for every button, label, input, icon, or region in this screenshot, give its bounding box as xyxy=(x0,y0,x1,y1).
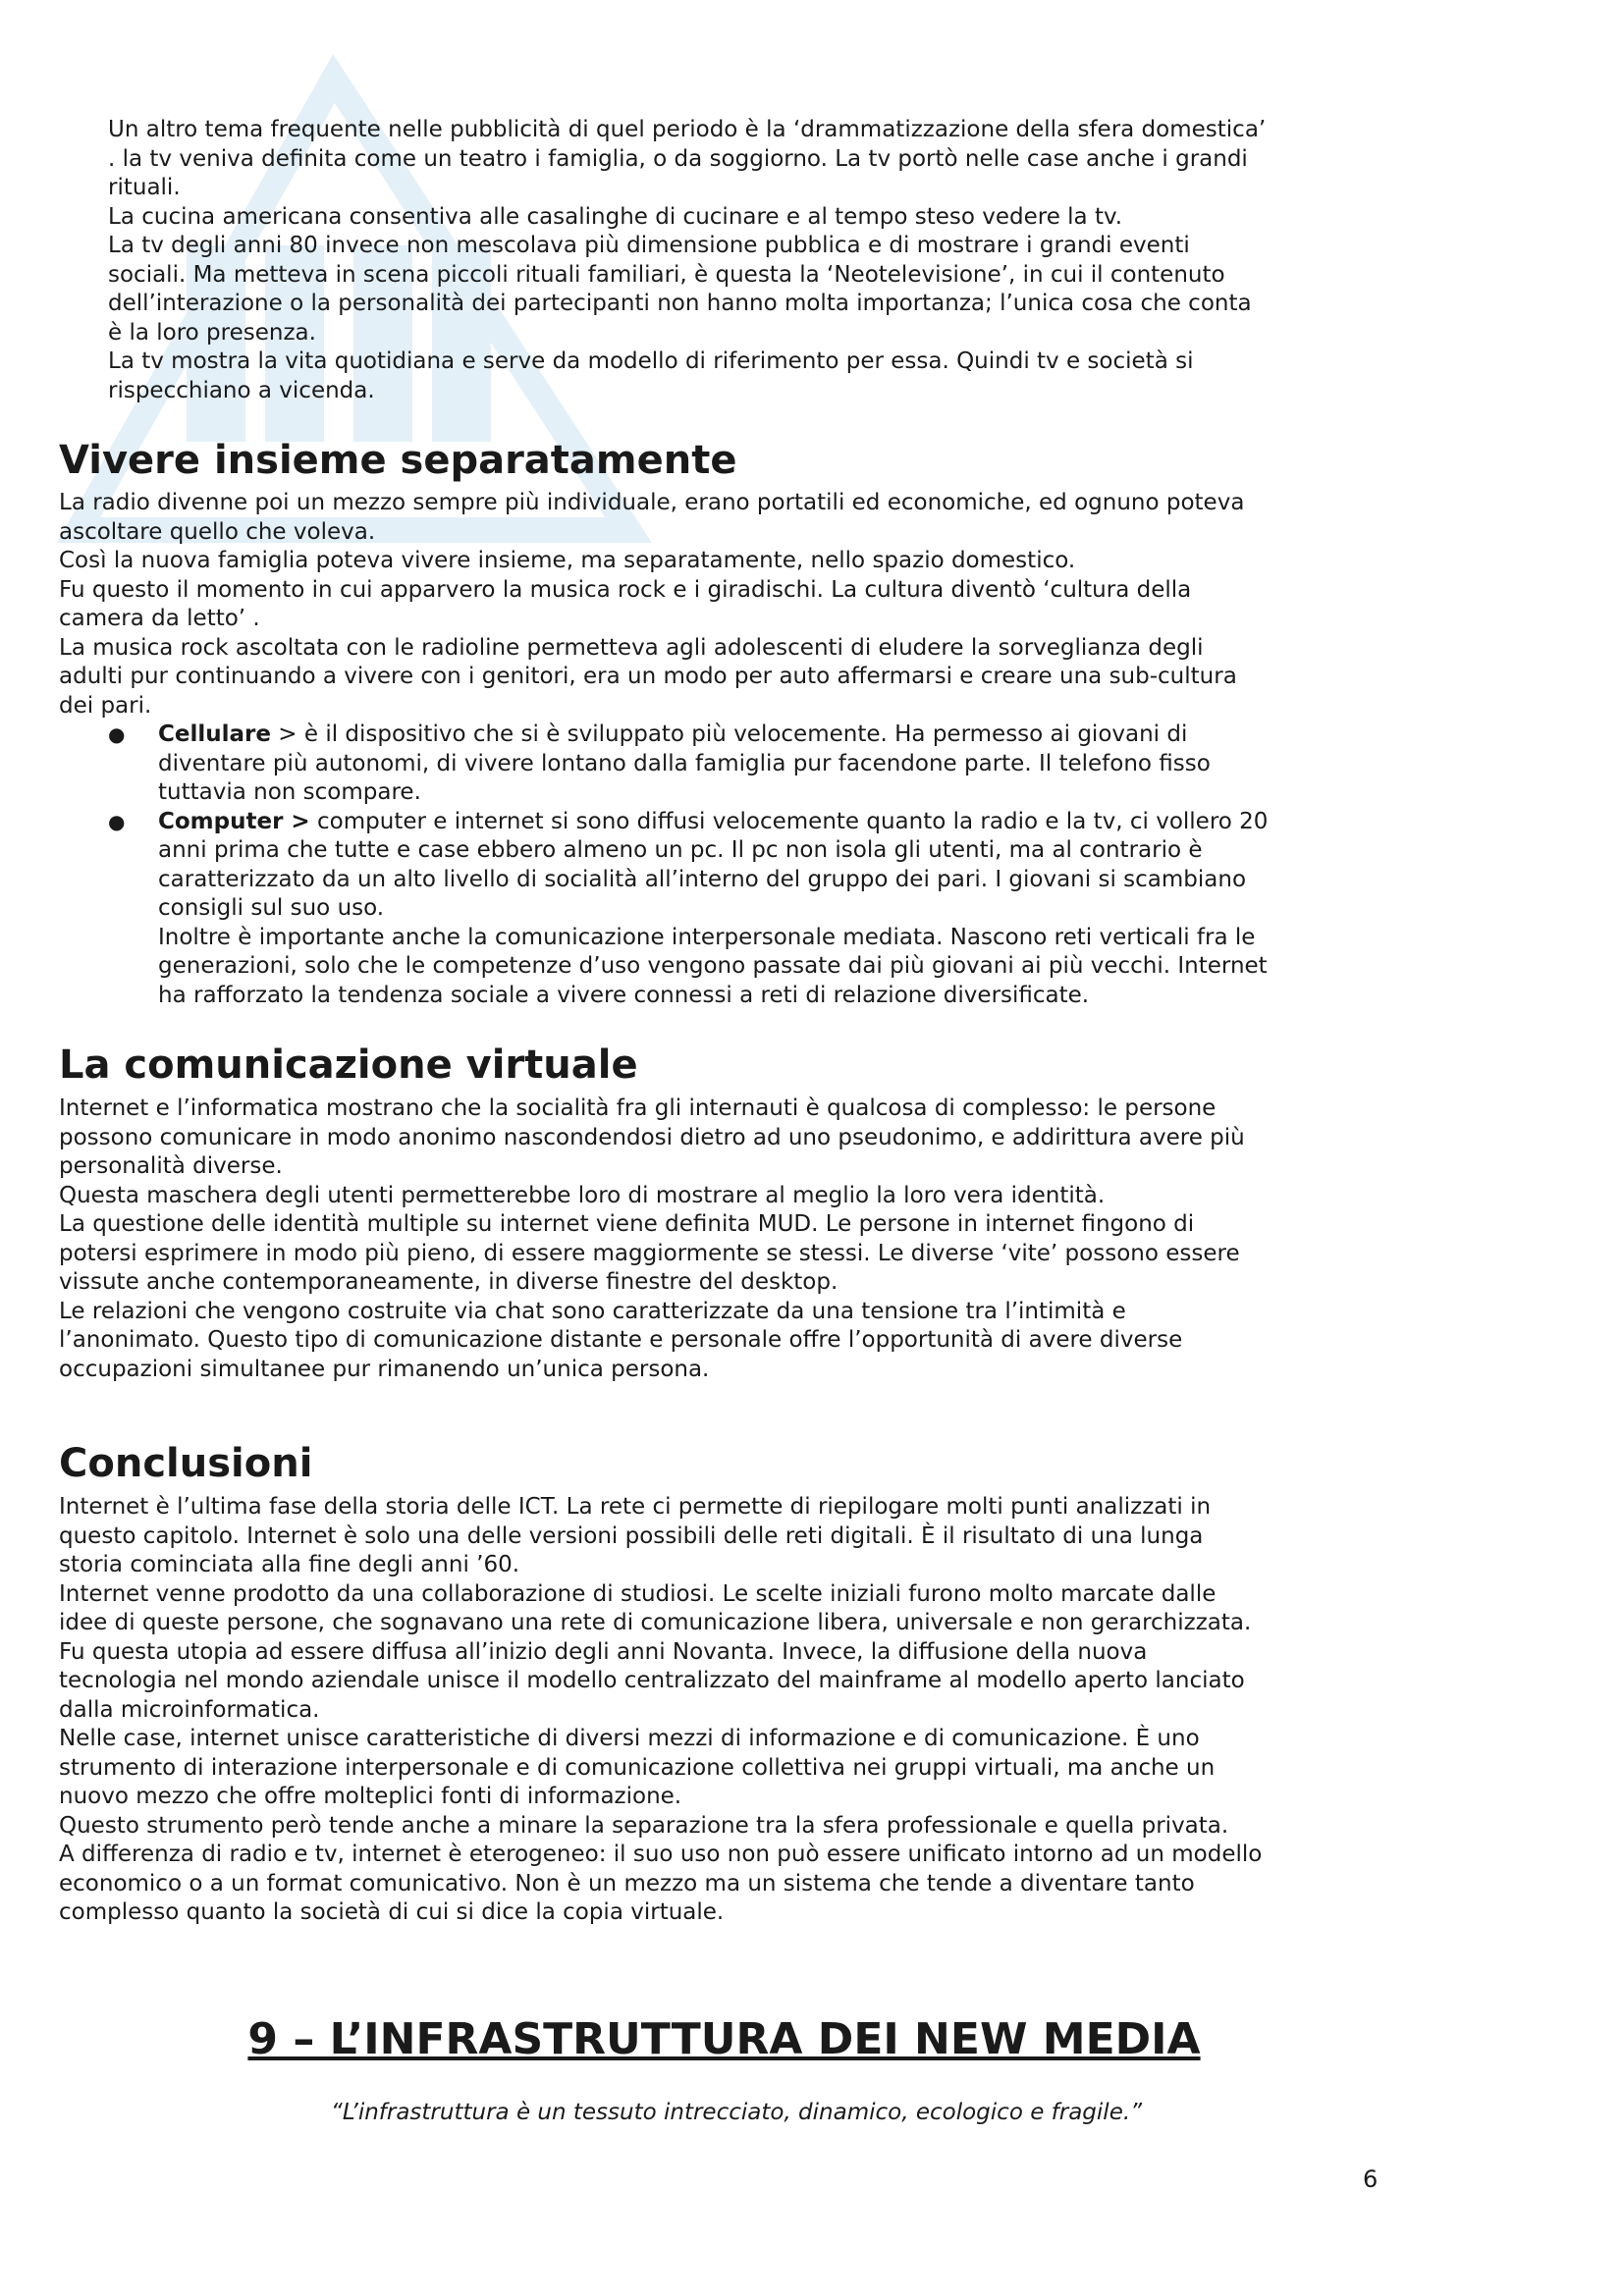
conclusioni-line: nuovo mezzo che offre molteplici fonti di informazione. xyxy=(59,1784,682,1809)
chapter-quote: “L’infrastruttura è un tessuto intrecciato, dinamico, ecologico e fragile.” xyxy=(330,2100,1143,2125)
device-bullet-list xyxy=(59,721,1404,1010)
virtual-line: possono comunicare in modo anonimo nascondendosi dietro ad uno pseudonimo, e addirittura avere più xyxy=(59,1124,1245,1150)
bullet-dot-icon: ● xyxy=(108,809,126,833)
intro-line: sociali. Ma metteva in scena piccoli rituali familiari, è questa la ‘Neotelevisione’, in cui il contenuto xyxy=(108,261,1225,288)
chapter-title: 9 – L’INFRASTRUTTURA DEI NEW MEDIA xyxy=(247,2014,1201,2064)
conclusioni-line: Internet è l’ultima fase della storia delle ICT. La rete ci permette di riepilogare molti punti analizzati in xyxy=(59,1494,1212,1520)
intro-line: rispecchiano a vicenda. xyxy=(108,377,375,403)
page-number: 6 xyxy=(1363,2165,1379,2193)
conclusioni-line: Internet venne prodotto da una collaborazione di studiosi. Le scelte iniziali furono molto marcate dalle xyxy=(59,1580,1217,1607)
bullet-lead: Computer > xyxy=(158,808,310,834)
vivere-line: La radio divenne poi un mezzo sempre più individuale, erano portatili ed economiche, ed ognuno poteva xyxy=(59,490,1245,515)
bullet-line: consigli sul suo uso. xyxy=(158,895,385,921)
vivere-line: adulti pur continuando a vivere con i genitori, era un modo per auto affermarsi e creare una sub-cultura xyxy=(59,664,1237,689)
bullet-line: ha rafforzato la tendenza sociale a vivere connessi a reti di relazione diversificate. xyxy=(158,982,1090,1008)
bullet-item xyxy=(59,721,1404,808)
bullet-line: caratterizzato da un alto livello di socialità all’interno del gruppo dei pari. I giovani si scambiano xyxy=(158,866,1247,892)
vivere-line: Così la nuova famiglia poteva vivere insieme, ma separatamente, nello spazio domestico. xyxy=(59,548,1076,573)
conclusioni-line: Fu questa utopia ad essere diffusa all’inizio degli anni Novanta. Invece, la diffusione della nuova xyxy=(59,1638,1148,1665)
virtual-line: Questa maschera degli utenti permetterebbe loro di mostrare al meglio la loro vera identità. xyxy=(59,1182,1106,1208)
conclusioni-paragraph xyxy=(59,1493,1394,1928)
intro-line: La cucina americana consentiva alle casalinghe di cucinare e al tempo steso vedere la tv. xyxy=(108,203,1123,230)
vivere-line: camera da letto’ . xyxy=(59,606,260,631)
intro-line: rituali. xyxy=(108,175,181,200)
conclusioni-line: Nelle case, internet unisce caratteristiche di diversi mezzi di informazione e di comunicazione. È uno xyxy=(59,1726,1200,1751)
conclusioni-line: dalla microinformatica. xyxy=(59,1696,320,1723)
intro-line: La tv mostra la vita quotidiana e serve da modello di riferimento per essa. Quindi tv e società si xyxy=(108,348,1194,374)
intro-line: La tv degli anni 80 invece non mescolava più dimensione pubblica e di mostrare i grandi eventi xyxy=(108,233,1190,258)
heading-conclusioni: Conclusioni xyxy=(59,1441,313,1486)
virtual-line: personalità diverse. xyxy=(59,1153,283,1179)
conclusioni-line: Questo strumento però tende anche a minare la separazione tra la sfera professionale e quella privata. xyxy=(59,1812,1229,1839)
bullet-first-line: Computer > computer e internet si sono diffusi velocemente quanto la radio e la tv, ci vollero 20 xyxy=(158,808,1269,834)
vivere-line: ascoltare quello che voleva. xyxy=(59,518,376,545)
conclusioni-line: strumento di interazione interpersonale e di comunicazione collettiva nei gruppi virtuali, ma anche un xyxy=(59,1754,1216,1781)
conclusioni-line: storia cominciata alla fine degli anni ’60. xyxy=(59,1552,520,1577)
vivere-line: Fu questo il momento in cui apparvero la musica rock e i giradischi. La cultura diventò ‘cultura della xyxy=(59,576,1192,603)
bullet-lead: Cellulare xyxy=(158,721,271,747)
virtual-line: Le relazioni che vengono costruite via chat sono caratterizzate da una tensione tra l’intimità e xyxy=(59,1298,1126,1324)
virtual-line: l’anonimato. Questo tipo di comunicazione distante e personale offre l’opportunità di avere diverse xyxy=(59,1327,1183,1353)
intro-line: . la tv veniva definita come un teatro i famiglia, o da soggiorno. La tv portò nelle case anche i grandi xyxy=(108,145,1248,172)
bullet-first-line: Cellulare > è il dispositivo che si è sviluppato più velocemente. Ha permesso ai giovani di xyxy=(158,721,1188,747)
virtual-line: potersi esprimere in modo più pieno, di essere maggiormente se stessi. Le diverse ‘vite’ possono essere xyxy=(59,1240,1240,1266)
conclusioni-line: idee di queste persone, che sognavano una rete di comunicazione libera, universale e non gerarchizzata. xyxy=(59,1610,1252,1635)
heading-comunicazione-virtuale: La comunicazione virtuale xyxy=(59,1042,638,1088)
bullet-line: anni prima che tutte e case ebbero almeno un pc. Il pc non isola gli utenti, ma al contrario è xyxy=(158,837,1203,863)
intro-line: è la loro presenza. xyxy=(108,319,316,346)
conclusioni-line: A differenza di radio e tv, internet è eterogeneo: il suo uso non può essere unificato intorno ad un modello xyxy=(59,1842,1263,1867)
vivere-line: La musica rock ascoltata con le radioline permetteva agli adolescenti di eludere la sorveglianza degli xyxy=(59,634,1204,661)
bullet-line: generazioni, solo che le competenze d’uso vengono passate dai più giovani ai più vecchi. Internet xyxy=(158,953,1268,979)
conclusioni-line: tecnologia nel mondo aziendale unisce il modello centralizzato del mainframe al modello aperto lanciato xyxy=(59,1668,1245,1693)
virtual-line: La questione delle identità multiple su internet viene definita MUD. Le persone in internet fingono di xyxy=(59,1211,1195,1237)
virtual-paragraph xyxy=(59,1095,1394,1384)
bullet-line: diventare più autonomi, di vivere lontano dalla famiglia pur facendone parte. Il telefono fisso xyxy=(158,750,1211,776)
vivere-line: dei pari. xyxy=(59,692,152,719)
bullet-line: tuttavia non scompare. xyxy=(158,779,421,805)
virtual-line: Internet e l’informatica mostrano che la socialità fra gli internauti è qualcosa di complesso: le persone xyxy=(59,1095,1217,1121)
intro-paragraph xyxy=(108,116,1414,405)
heading-vivere-insieme: Vivere insieme separatamente xyxy=(59,438,737,483)
intro-line: Un altro tema frequente nelle pubblicità di quel periodo è la ‘drammatizzazione della sfera domestica’ xyxy=(108,117,1267,142)
conclusioni-line: complesso quanto la società di cui si dice la copia virtuale. xyxy=(59,1899,725,1925)
bullet-item xyxy=(59,808,1404,1011)
conclusioni-line: economico o a un format comunicativo. Non è un mezzo ma un sistema che tende a diventare tanto xyxy=(59,1870,1195,1896)
bullet-line: Inoltre è importante anche la comunicazione interpersonale mediata. Nascono reti verticali fra le xyxy=(158,924,1256,950)
conclusioni-line: questo capitolo. Internet è solo una delle versioni possibili delle reti digitali. È il risultato di una lunga xyxy=(59,1522,1204,1549)
intro-line: dell’interazione o la personalità dei partecipanti non hanno molta importanza; l’unica cosa che conta xyxy=(108,291,1252,316)
virtual-line: occupazioni simultanee pur rimanendo un’unica persona. xyxy=(59,1356,710,1382)
bullet-dot-icon: ● xyxy=(108,722,126,746)
vivere-paragraph xyxy=(59,489,1394,721)
virtual-line: vissute anche contemporaneamente, in diverse finestre del desktop. xyxy=(59,1269,839,1295)
